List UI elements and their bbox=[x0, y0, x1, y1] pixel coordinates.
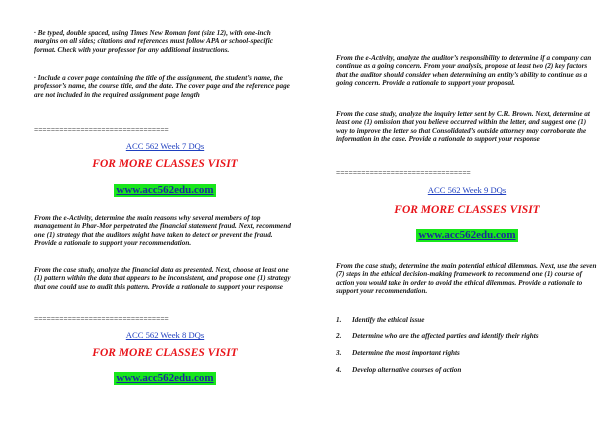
right-question-1: From the e-Activity, analyze the auditor’s responsibility to determine if a company can continue as a going concern. From your analysis, propose at least two (2) key factors that the auditor should consider when determining an entity’s ability to continue as a going concern. Provide a rationale to support your proposal. bbox=[336, 54, 592, 88]
step-text: Develop alternative courses of action bbox=[352, 366, 462, 374]
list-item bbox=[336, 316, 424, 324]
week8-promo: FOR MORE CLASSES VISIT bbox=[92, 347, 238, 359]
separator: ================================ bbox=[34, 125, 169, 134]
separator: ================================ bbox=[34, 314, 169, 323]
list-item bbox=[336, 366, 461, 374]
week9-link-wrap bbox=[336, 225, 598, 243]
instruction-paragraph: · Include a cover page containing the title of the assignment, the student’s name, the professor’s name, the course title, and the date. The cover page and the reference page are not included in the required assignment page length bbox=[34, 74, 290, 99]
step-number: 3. bbox=[336, 349, 342, 357]
step-text: Determine who are the affected parties and identify their rights bbox=[352, 332, 539, 340]
week9-promo: FOR MORE CLASSES VISIT bbox=[394, 204, 540, 216]
week7-link-wrap bbox=[34, 180, 296, 198]
week7-promo: FOR MORE CLASSES VISIT bbox=[92, 158, 238, 170]
week7-question-2: From the case study, analyze the financial data as presented. Next, choose at least one (1) pattern within the data that appears to be inconsistent, and propose one (1) strategy that one could use to audit this pattern. Provide a rationale to support your response bbox=[34, 266, 291, 291]
separator: ================================ bbox=[336, 168, 471, 177]
week7-title[interactable]: ACC 562 Week 7 DQs bbox=[125, 141, 205, 151]
step-number: 2. bbox=[336, 332, 342, 340]
week8-link[interactable]: www.acc562edu.com bbox=[116, 372, 214, 384]
right-question-2: From the case study, analyze the inquiry letter sent by C.R. Brown. Next, determine at least one (1) omission that you believe occurred within the letter, and suggest one (1) way to improve the letter so that Consolidated’s outside attorney may corroborate the information in the case. Provide a rationale to support your response bbox=[336, 110, 590, 144]
step-text: Determine the most important rights bbox=[352, 349, 460, 357]
list-item bbox=[336, 349, 460, 357]
week7-link[interactable]: www.acc562edu.com bbox=[116, 184, 214, 196]
instruction-paragraph: · Be typed, double spaced, using Times New Roman font (size 12), with one-inch margins on all sides; citations and references must follow APA or school-specific format. Check with your professor for any additional instructions. bbox=[34, 29, 273, 54]
step-number: 4. bbox=[336, 366, 342, 374]
list-item bbox=[336, 332, 539, 340]
week8-title[interactable]: ACC 562 Week 8 DQs bbox=[125, 330, 205, 340]
week9-link[interactable]: www.acc562edu.com bbox=[418, 229, 516, 241]
week9-title[interactable]: ACC 562 Week 9 DQs bbox=[427, 185, 507, 195]
week7-question-1: From the e-Activity, determine the main reasons why several members of top management in Phar-Mor perpetrated the financial statement fraud. Next, recommend one (1) strategy that the auditors might have taken to detect or prevent the fraud. Provide a rationale to support your recommendation. bbox=[34, 214, 291, 248]
step-number: 1. bbox=[336, 316, 342, 324]
week9-question-1: From the case study, determine the main potential ethical dilemmas. Next, use the seven (7) steps in the ethical decision-making framework to recommend one (1) course of action you would take in order to avoid the ethical dilemmas. Provide a rationale to support your recommendation. bbox=[336, 262, 597, 296]
week8-link-wrap bbox=[34, 368, 296, 386]
step-text: Identify the ethical issue bbox=[352, 316, 425, 324]
